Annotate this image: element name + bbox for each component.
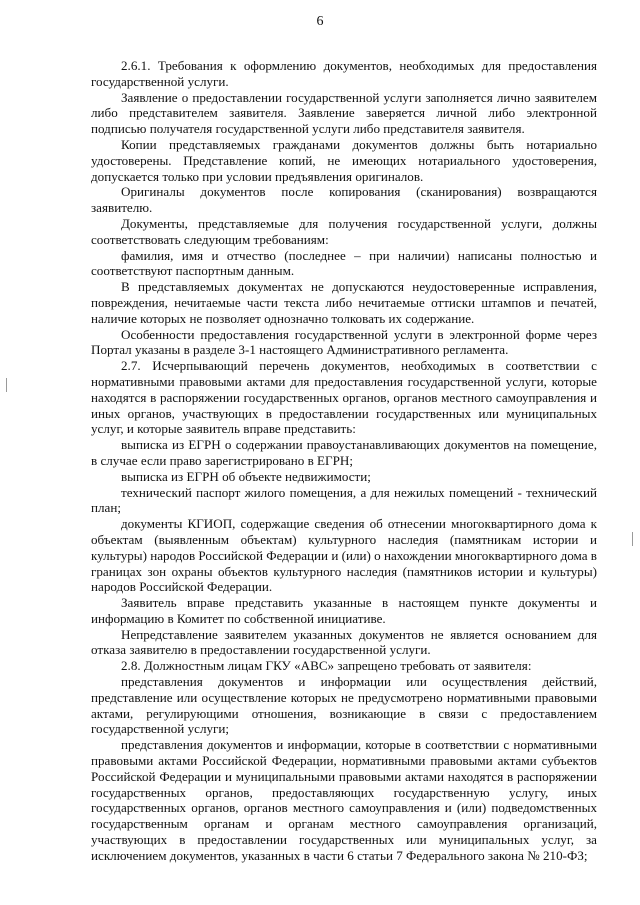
paragraph-2-8: 2.8. Должностным лицам ГКУ «АВС» запрещено требовать от заявителя: [121, 658, 532, 674]
list-item-egrn-property: выписка из ЕГРН об объекте недвижимости; [121, 468, 371, 484]
paragraph-own-initiative: Заявитель вправе представить указанные в настоящем пункте документы и информацию в Комитет по собственной инициативе. [91, 595, 597, 626]
right-edge-mark [632, 532, 633, 546]
list-item-egrn-title-docs: выписка из ЕГРН о содержании правоустанавливающих документов на помещение, в случае если право зарегистрировано в ЕГРН; [91, 437, 597, 468]
paragraph-2-6-1: 2.6.1. Требования к оформлению документов, необходимых для предоставления государственной услуги. [91, 58, 597, 89]
page-number: 6 [316, 14, 324, 29]
list-item-documents-in-possession: представления документов и информации, которые в соответствии с нормативными правовыми актами Российской Федерации, нормативными правовыми актами субъектов Российской Федерации и муниципальными правовыми актами находятся в распоряжении государственных органов, предоставляющих государственную услугу, иных государственных органов, органов местного самоуправления и (или) подведомственных государственным органам и органам местного самоуправления организаций, участвующих в предоставлении государственных или муниципальных услуг, за исключением документов, указанных в части 6 статьи 7 Федерального закона № 210-ФЗ; [91, 737, 597, 863]
paragraph-electronic-form: Особенности предоставления государственной услуги в электронной форме через Портал указаны в разделе 3-1 настоящего Административного регламента. [91, 326, 597, 358]
paragraph-document-requirements: Документы, представляемые для получения государственной услуги, должны соответствовать следующим требованиям: [91, 215, 597, 247]
paragraph-2-7: 2.7. Исчерпывающий перечень документов, необходимых в соответствии с нормативными правовыми актами для предоставления государственной услуги, которые находятся в распоряжении государственных органов, органов местного самоуправления и иных органов, участвующих в предоставлении государственных или муниципальных услуг, и которые заявитель вправе представить: [91, 358, 597, 437]
left-edge-mark [6, 378, 7, 392]
list-item-technical-passport: технический паспорт жилого помещения, а для нежилых помещений - технический план; [91, 484, 597, 516]
paragraph-application-filling: Заявление о предоставлении государственной услуги заполняется лично заявителем либо представителем заявителя. Заявление заверяется личной либо электронной подписью получателя государственной услуги либо представителя заявителя. [91, 89, 597, 137]
document-body [91, 58, 597, 864]
list-item-not-required-actions: представления документов и информации или осуществления действий, представление или осуществление которых не предусмотрено нормативными правовыми актами, регулирующими отношения, возникающие в связи с предоставлением государственной услуги; [91, 674, 597, 737]
paragraph-full-name: фамилия, имя и отчество (последнее – при наличии) написаны полностью и соответствуют паспортным данным. [91, 247, 597, 279]
paragraph-no-corrections: В представляемых документах не допускаются неудостоверенные исправления, повреждения, нечитаемые части текста либо нечитаемые оттиски штампов и печатей, наличие которых не позволяет однозначно толковать их содержание. [91, 279, 597, 326]
paragraph-originals-returned: Оригиналы документов после копирования (сканирования) возвращаются заявителю. [91, 184, 597, 216]
list-item-kgiop-documents: документы КГИОП, содержащие сведения об отнесении многоквартирного дома к объектам (выявленным объектам) культурного наследия (памятникам истории и культуры) народов Российской Федерации и (или) о нахождении многоквартирного дома в границах зон охраны объектов культурного наследия (памятников истории и культуры) народов Российской Федерации. [91, 516, 597, 595]
paragraph-copies-notarized: Копии представляемых гражданами документов должны быть нотариально удостоверены. Представление копий, не имеющих нотариального удостоверения, допускается только при условии предъявления оригиналов. [91, 136, 597, 184]
paragraph-non-submission: Непредставление заявителем указанных документов не является основанием для отказа заявителю в предоставлении государственной услуги. [91, 626, 597, 658]
